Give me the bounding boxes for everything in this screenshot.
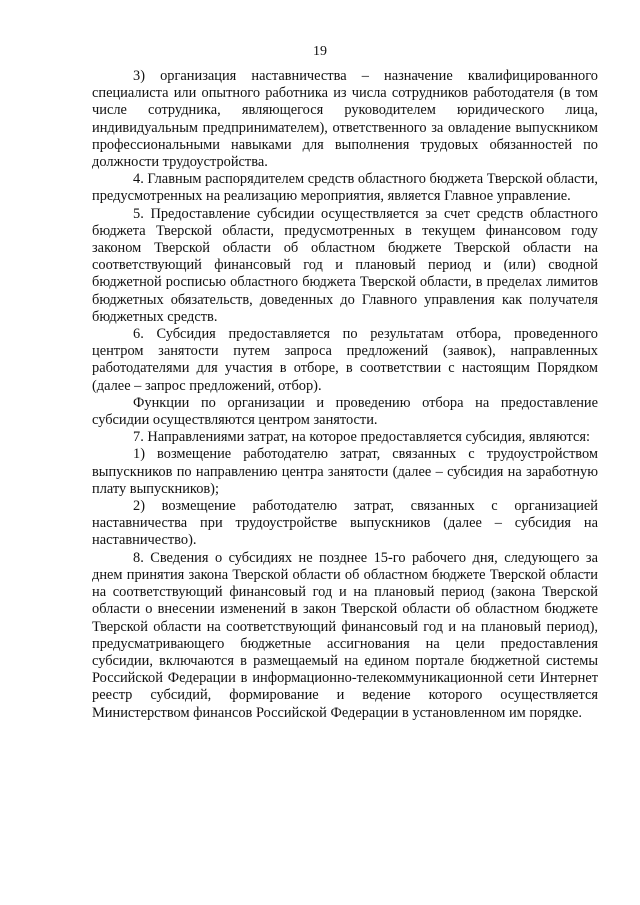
- paragraph-subsidy-funding-source: 5. Предоставление субсидии осуществляется за счет средств областного бюджета Тверской области, предусмотренных в текущем финансовом году законом Тверской области об областном бюджете Тверской области на соответствующий финансовый год и плановый период и (или) сводной бюджетной росписью областного бюджета Тверской области, в пределах лимитов бюджетных обязательств, доведенных до Главного управления как получателя бюджетных средств.: [92, 205, 598, 325]
- paragraph-selection-functions: Функции по организации и проведению отбора на предоставление субсидии осуществляются центром занятости.: [92, 394, 598, 429]
- page-number: 19: [313, 44, 327, 59]
- paragraph-subsidy-registry: 8. Сведения о субсидиях не позднее 15-го рабочего дня, следующего за днем принятия закона Тверской области об областном бюджете Тверской области на соответствующий финансовый год и на плановый период (закона Тверской области о внесении изменений в закон Тверской области об областном бюджете Тверской области на соответствующий финансовый год и на плановый период), предусматривающего бюджетные ассигнования на цели предоставления субсидии, включаются в размещаемый на едином портале бюджетной системы Российской Федерации в информационно-телекоммуникационной сети Интернет реестр субсидий, формирование и ведение которого осуществляется Министерством финансов Российской Федерации в установленном им порядке.: [92, 549, 598, 721]
- paragraph-wage-subsidy: 1) возмещение работодателю затрат, связанных с трудоустройством выпускников по направлению центра занятости (далее – субсидия на заработную плату выпускников);: [92, 446, 598, 497]
- paragraph-selection-procedure: 6. Субсидия предоставляется по результатам отбора, проведенного центром занятости путем запроса предложений (заявок), направленных работодателями для участия в отборе, в соответствии с настоящим Порядком (далее – запрос предложений, отбор).: [92, 326, 598, 394]
- paragraph-mentoring-subsidy: 2) возмещение работодателю затрат, связанных с организацией наставничества при трудоустройстве выпускников (далее – субсидия на наставничество).: [92, 498, 598, 549]
- paragraph-main-budget-manager: 4. Главным распорядителем средств областного бюджета Тверской области, предусмотренных на реализацию мероприятия, является Главное управление.: [92, 171, 598, 205]
- paragraph-mentoring-definition: 3) организация наставничества – назначение квалифицированного специалиста или опытного работника из числа сотрудников работодателя (в том числе сотрудника, являющегося руководителем юридического лица, индивидуальным предпринимателем), ответственного за овладение выпускником профессиональными навыками для выполнения трудовых обязанностей по должности трудоустройства.: [92, 68, 598, 171]
- paragraph-expense-directions: 7. Направлениями затрат, на которое предоставляется субсидия, являются:: [133, 429, 591, 446]
- document-body: [92, 68, 598, 722]
